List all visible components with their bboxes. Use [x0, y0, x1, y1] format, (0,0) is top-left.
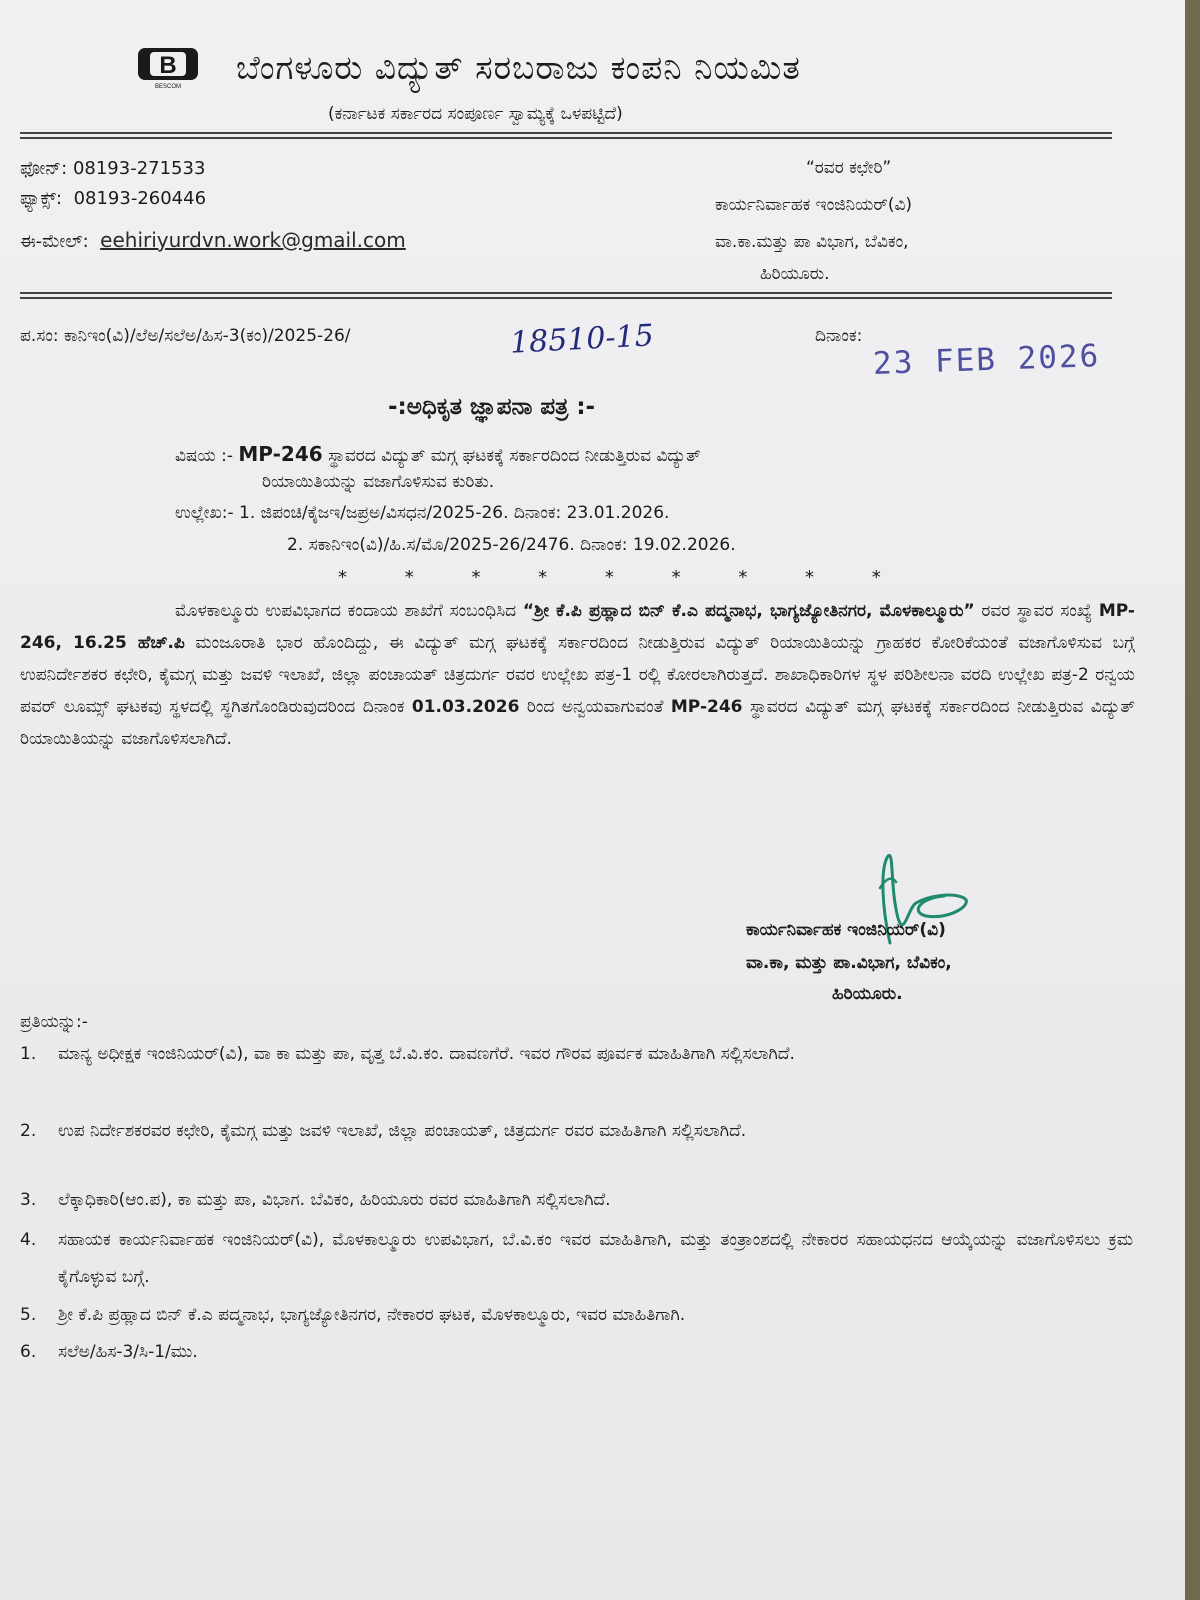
- phone-value: 08193-271533: [72, 158, 206, 179]
- signature-icon: [860, 848, 980, 958]
- subject-line-2: ರಿಯಾಯಿತಿಯನ್ನು ವಜಾಗೊಳಿಸುವ ಕುರಿತು.: [262, 472, 495, 492]
- body-text: ಸ್ಥಾವರದ ವಿದ್ಯುತ್ ಮಗ್ಗ ಘಟಕಕ್ಕೆ ಸರ್ಕಾರದಿಂದ ನೀಡುತ್ತಿರುವ ವಿದ್ಯುತ್ ರಿಯಾಯಿತಿಯನ್ನು ವಜಾಗೊಳಿಸಲಾಗಿದೆ.: [20, 697, 1135, 749]
- handwritten-number: 18510-15: [509, 318, 655, 361]
- copy-item-number: 4.: [20, 1230, 37, 1250]
- installation-code: MP-246, 16.25 ಹೆಚ್.ಪಿ: [20, 601, 1135, 653]
- copy-item-number: 3.: [20, 1190, 37, 1210]
- office-line-3: ವಾ.ಕಾ.ಮತ್ತು ಪಾ ವಿಭಾಗ, ಬೆವಿಕಂ,: [715, 232, 909, 252]
- background-edge: [1185, 0, 1200, 1600]
- reference-1-text: 1. ಜಿಪಂಚಿ/ಕೈಜಇ/ಜಪ್ರಅ/ವಿಸಧನ/2025-26. ದಿನಾಂಕ: 23.01.2026.: [239, 503, 670, 523]
- email-link[interactable]: eehiriyurdvn.work@gmail.com: [100, 228, 406, 252]
- subject-text: ಸ್ಥಾವರದ ವಿದ್ಯುತ್ ಮಗ್ಗ ಘಟಕಕ್ಕೆ ಸರ್ಕಾರದಿಂದ ನೀಡುತ್ತಿರುವ ವಿದ್ಯುತ್: [328, 446, 701, 466]
- body-text: ಮೊಳಕಾಲ್ಮೂರು ಉಪವಿಭಾಗದ ಕಂದಾಯ ಶಾಖೆಗೆ ಸಂಬಂಧಿಸಿದ: [175, 601, 523, 621]
- signatory-designation: ಕಾರ್ಯನಿರ್ವಾಹಕ ಇಂಜಿನಿಯರ್(ವಿ): [746, 920, 946, 940]
- copy-item-text: ಲೆಕ್ಕಾಧಿಕಾರಿ(ಆಂ.ಪ), ಕಾ ಮತ್ತು ಪಾ, ವಿಭಾಗ. ಬೆವಿಕಂ, ಹಿರಿಯೂರು ರವರ ಮಾಹಿತಿಗಾಗಿ ಸಲ್ಲಿಸಲಾಗಿದೆ.: [58, 1190, 611, 1210]
- phone-line: [20, 158, 205, 179]
- office-line-2: ಕಾರ್ಯನಿರ್ವಾಹಕ ಇಂಜಿನಿಯರ್(ವಿ): [715, 195, 913, 215]
- email-label: ಈ-ಮೇಲ್:: [20, 231, 89, 252]
- fax-label: ಫ್ಯಾಕ್ಸ್:: [20, 188, 63, 209]
- subject-code: MP-246: [238, 442, 323, 466]
- header-divider-bottom: [20, 292, 1112, 294]
- signatory-division: ವಾ.ಕಾ, ಮತ್ತು ಪಾ.ವಿಭಾಗ, ಬೆವಿಕಂ,: [746, 953, 952, 973]
- bescom-logo-icon: [136, 38, 200, 90]
- copy-item-text: ಮಾನ್ಯ ಅಧೀಕ್ಷಕ ಇಂಜಿನಿಯರ್(ವಿ), ವಾ ಕಾ ಮತ್ತು ಪಾ, ವೃತ್ತ ಬೆ.ವಿ.ಕಂ. ದಾವಣಗೆರೆ. ಇವರ ಗೌರವ ಪೂರ್ವಕ ಮಾಹಿತಿಗಾಗಿ ಸಲ್ಲಿಸಲಾಗಿದೆ.: [58, 1044, 795, 1064]
- header-divider-top-2: [20, 137, 1112, 139]
- office-line-4: ಹಿರಿಯೂರು.: [760, 264, 830, 284]
- installation-code: MP-246: [670, 697, 743, 717]
- reference-2: 2. ಸಕಾನಿಇಂ(ವಿ)/ಹಿ.ಸ/ಮೊ/2025-26/2476. ದಿನಾಂಕ: 19.02.2026.: [287, 535, 736, 555]
- copy-item-number: 2.: [20, 1121, 37, 1141]
- copy-item-text: ಸಹಾಯಕ ಕಾರ್ಯನಿರ್ವಾಹಕ ಇಂಜಿನಿಯರ್(ವಿ), ಮೊಳಕಾಲ್ಮೂರು ಉಪವಿಭಾಗ, ಬೆ.ವಿ.ಕಂ ಇವರ ಮಾಹಿತಿಗಾಗಿ, ಮತ್ತು ತಂತ್ರಾಂಶದಲ್ಲಿ ನೇಕಾರರ ಸಹಾಯಧನದ ಆಯ್ಕೆಯನ್ನು ವಜಾಗೊಳಿಸಲು ಕ್ರಮ ಕೈಗೊಳ್ಳುವ ಬಗ್ಗೆ.: [58, 1230, 1133, 1287]
- subject-line-1: [175, 442, 701, 466]
- body-text: ರವರ ಸ್ಥಾವರ ಸಂಖ್ಯೆ: [974, 601, 1099, 621]
- fax-value: 08193-260446: [73, 188, 207, 209]
- reference-1: [175, 503, 669, 523]
- signatory-place: ಹಿರಿಯೂರು.: [832, 984, 903, 1004]
- office-line-1: “ರವರ ಕಛೇರಿ”: [806, 158, 892, 178]
- header-divider-top: [20, 132, 1112, 134]
- organization-name: ಬೆಂಗಳೂರು ವಿದ್ಯುತ್ ಸರಬರಾಜು ಕಂಪನಿ ನಿಯಮಿತ: [236, 48, 801, 87]
- body-text: ಮಂಜೂರಾತಿ ಭಾರ ಹೊಂದಿದ್ದು, ಈ ವಿದ್ಯುತ್ ಮಗ್ಗ ಘಟಕಕ್ಕೆ ಸರ್ಕಾರದಿಂದ ನೀಡುತ್ತಿರುವ ವಿದ್ಯುತ್ ರಿಯಾಯಿತಿಯನ್ನು ಗ್ರಾಹಕರ ಕೋರಿಕೆಯಂತೆ ವಜಾಗೊಳಿಸುವ ಬಗ್ಗೆ ಉಪನಿರ್ದೇಶಕರ ಕಛೇರಿ, ಕೈಮಗ್ಗ ಮತ್ತು ಜವಳಿ ಇಲಾಖೆ, ಜಿಲ್ಲಾ ಪಂಚಾಯತ್ ಚಿತ್ರದುರ್ಗ ರವರ ಉಲ್ಲೇಖ ಪತ್ರ-1 ರಲ್ಲಿ ಕೋರಲಾಗಿರುತ್ತದೆ. ಶಾಖಾಧಿಕಾರಿಗಳ ಸ್ಥಳ ಪರಿಶೀಲನಾ ವರದಿ ಉಲ್ಲೇಖ ಪತ್ರ-2 ರನ್ವಯ ಪವರ್ ಲೂಮ್ಸ್ ಘಟಕವು ಸ್ಥಳದಲ್ಲಿ ಸ್ಥಗಿತಗೊಂಡಿರುವುದರಿಂದ ದಿನಾಂಕ: [20, 633, 1135, 717]
- svg-text:BESCOM: BESCOM: [154, 84, 182, 90]
- body-text: ರಿಂದ ಅನ್ವಯವಾಗುವಂತೆ: [519, 697, 671, 717]
- date-label: ದಿನಾಂಕ:: [815, 326, 863, 346]
- date-stamp: 23 FEB 2026: [872, 338, 1101, 382]
- fax-line: [20, 188, 206, 209]
- subject-label: ವಿಷಯ :-: [175, 446, 233, 466]
- copy-item-text: ಸಲೆಅ/ಹಿಸ-3/ಸಿ-1/ಮು.: [58, 1342, 198, 1362]
- phone-label: ಫೋನ್:: [20, 158, 68, 179]
- separator: * * * * * * * * *: [338, 567, 907, 588]
- header-divider-bottom-2: [20, 297, 1112, 299]
- copy-item-number: 6.: [20, 1342, 37, 1362]
- svg-text:B: B: [159, 52, 177, 79]
- references-label: ಉಲ್ಲೇಖ:-: [175, 503, 234, 523]
- consumer-name: “ಶ್ರೀ ಕೆ.ಪಿ ಪ್ರಹ್ಲಾದ ಬಿನ್ ಕೆ.ಎ ಪದ್ಮನಾಭ, ಭಾಗ್ಯಜ್ಯೋತಿನಗರ, ಮೊಳಕಾಲ್ಮೂರು”: [522, 601, 975, 621]
- copy-item-text: ಶ್ರೀ ಕೆ.ಪಿ ಪ್ರಹ್ಲಾದ ಬಿನ್ ಕೆ.ಎ ಪದ್ಮನಾಭ, ಭಾಗ್ಯಜ್ಯೋತಿನಗರ, ನೇಕಾರರ ಘಟಕ, ಮೊಳಕಾಲ್ಮೂರು, ಇವರ ಮಾಹಿತಿಗಾಗಿ.: [58, 1305, 686, 1325]
- copy-item-text: ಉಪ ನಿರ್ದೇಶಕರವರ ಕಛೇರಿ, ಕೈಮಗ್ಗ ಮತ್ತು ಜವಳಿ ಇಲಾಖೆ, ಜಿಲ್ಲಾ ಪಂಚಾಯತ್, ಚಿತ್ರದುರ್ಗ ರವರ ಮಾಹಿತಿಗಾಗಿ ಸಲ್ಲಿಸಲಾಗಿದೆ.: [58, 1121, 747, 1141]
- reference-number: ಪ.ಸಂ: ಕಾನಿಇಂ(ವಿ)/ಲೆಅ/ಸಲೆಅ/ಹಿಸ-3(ಕಂ)/2025-26/: [20, 326, 351, 346]
- document-title: -:ಅಧಿಕೃತ ಜ್ಞಾಪನಾ ಪತ್ರ :-: [388, 394, 596, 420]
- email-line: [20, 228, 406, 252]
- effective-date: 01.03.2026: [411, 697, 520, 717]
- organization-subtitle: (ಕರ್ನಾಟಕ ಸರ್ಕಾರದ ಸಂಪೂರ್ಣ ಸ್ವಾಮ್ಯಕ್ಕೆ ಒಳಪಟ್ಟಿದೆ): [328, 104, 623, 124]
- body-paragraph: [20, 595, 1135, 755]
- copy-to-heading: ಪ್ರತಿಯನ್ನು:-: [20, 1012, 88, 1032]
- copy-item-number: 1.: [20, 1044, 37, 1064]
- copy-item-number: 5.: [20, 1305, 37, 1325]
